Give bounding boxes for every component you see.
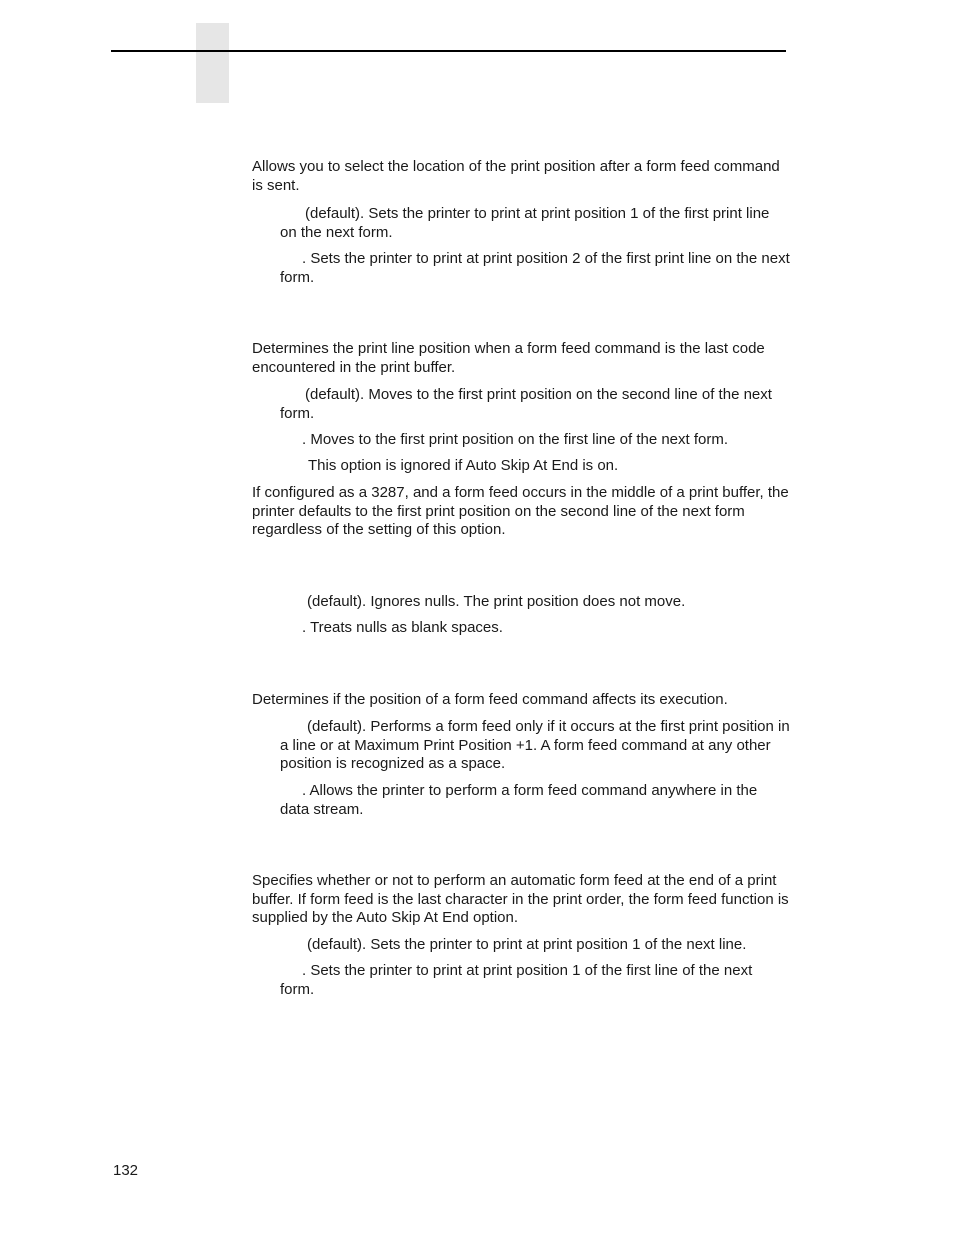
section-3-option-2: . Treats nulls as blank spaces. xyxy=(302,619,503,636)
header-rule xyxy=(111,50,786,52)
section-2-description: Determines the print line position when a form feed command is the last code encountered in the print buffer. xyxy=(252,340,765,376)
section-2-option-1: (default). Moves to the first print position on the second line of the next form. xyxy=(280,386,772,422)
section-4-description: Determines if the position of a form feed command affects its execution. xyxy=(252,691,728,708)
section-5-option-1: (default). Sets the printer to print at print position 1 of the next line. xyxy=(307,936,747,953)
section-1-option-2: . Sets the printer to print at print position 2 of the first print line on the next form. xyxy=(280,250,790,286)
section-3-option-1: (default). Ignores nulls. The print position does not move. xyxy=(307,593,686,610)
section-2-option-2: . Moves to the first print position on the first line of the next form. xyxy=(302,431,729,448)
section-1-option-1: (default). Sets the printer to print at print position 1 of the first print line on the next form. xyxy=(280,205,770,241)
section-4-option-1: (default). Performs a form feed only if it occurs at the first print position in a line or at Maximum Print Position +1. A form feed command at any other position is recognized as a space. xyxy=(280,718,790,773)
chapter-tab xyxy=(196,23,229,103)
section-5-description: Specifies whether or not to perform an automatic form feed at the end of a print buffer. If form feed is the last character in the print order, the form feed function is supplied by the Auto Skip At End option. xyxy=(252,872,789,927)
section-1-description: Allows you to select the location of the print position after a form feed command is sent. xyxy=(252,158,780,194)
page-number: 132 xyxy=(113,1162,139,1179)
section-2-extra: If configured as a 3287, and a form feed occurs in the middle of a print buffer, the printer defaults to the first print position on the second line of the next form regardless of the setting of this option. xyxy=(252,484,789,539)
section-5-option-2: . Sets the printer to print at print position 1 of the first line of the next form. xyxy=(280,962,753,998)
section-4-option-2: . Allows the printer to perform a form feed command anywhere in the data stream. xyxy=(280,782,758,818)
section-2-note: This option is ignored if Auto Skip At End is on. xyxy=(308,457,619,474)
